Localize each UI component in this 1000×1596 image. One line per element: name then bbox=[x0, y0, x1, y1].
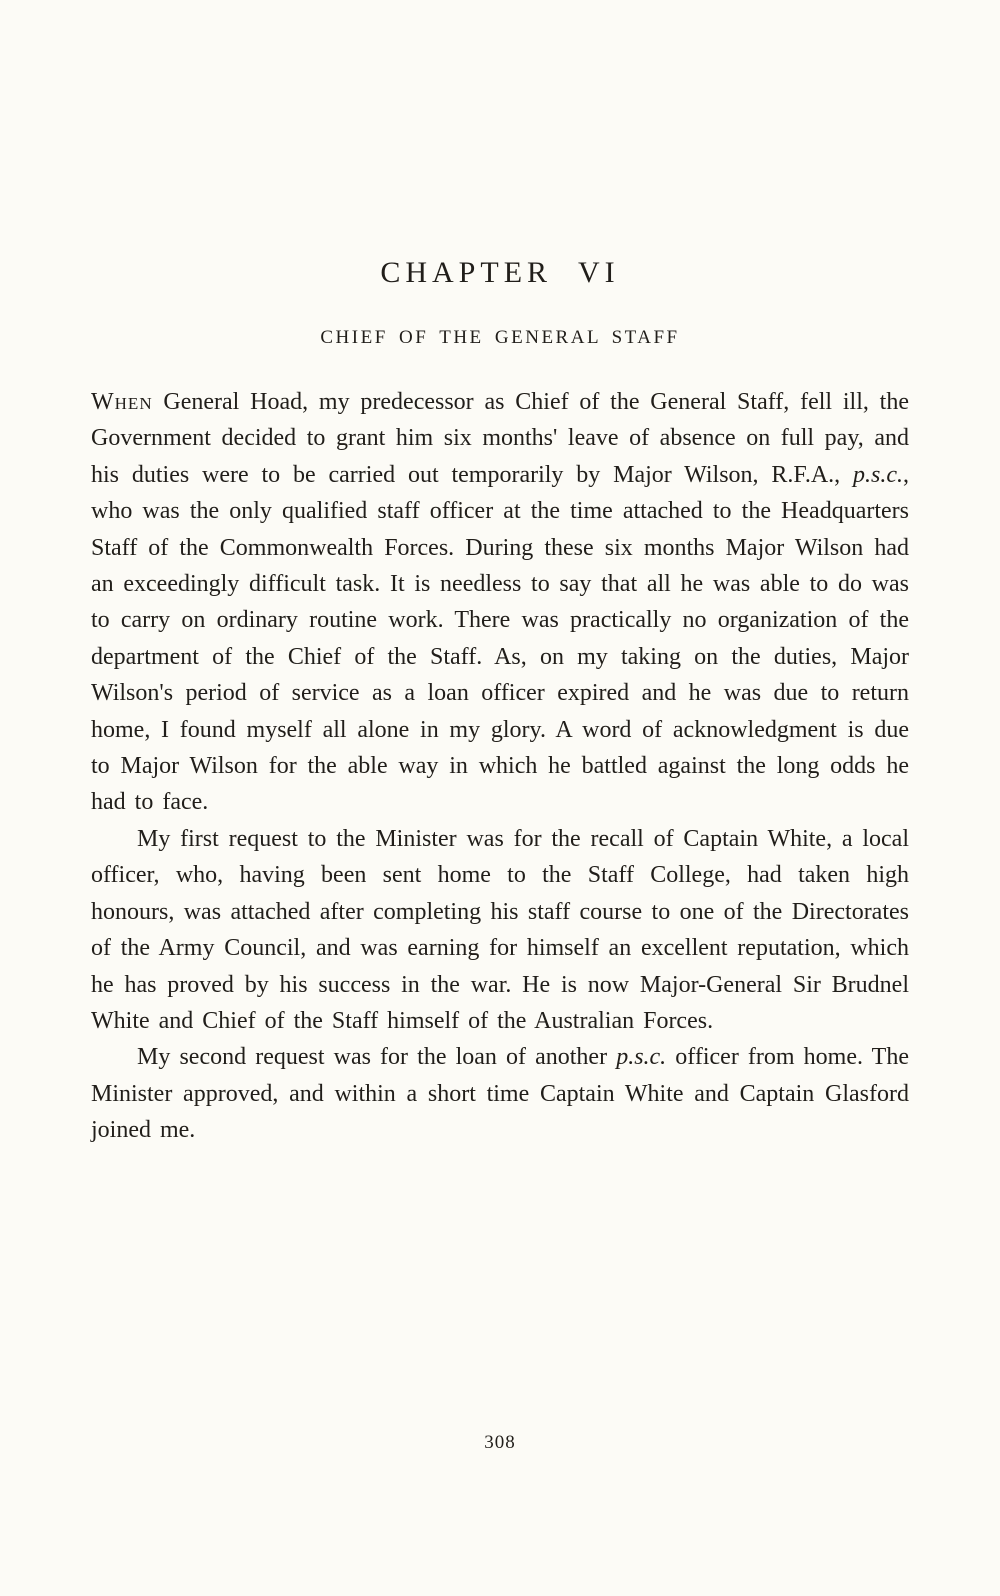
text-segment: When bbox=[91, 389, 153, 415]
paragraph bbox=[91, 1039, 909, 1148]
paragraph bbox=[91, 821, 909, 1039]
text-segment: My second request was for the loan of another bbox=[137, 1044, 617, 1071]
text-segment: p.s.c. bbox=[853, 461, 903, 488]
text-segment: General Hoad, my predecessor as Chief of the General Staff, fell ill, the Government decided to grant him six months' leave of absence on full pay, and his duties were to be carried out temporarily by Major Wilson, R.F.A., bbox=[91, 389, 909, 488]
text-segment: , who was the only qualified staff officer at the time attached to the Headquarters Staff of the Commonwealth Forces. During these six months Major Wilson had an exceedingly difficult task. It is needless to say that all he was able to do was to carry on ordinary routine work. There was practically no organization of the department of the Chief of the Staff. As, on my taking on the duties, Major Wilson's period of service as a loan officer expired and he was due to return home, I found myself all alone in my glory. A word of acknowledgment is due to Major Wilson for the able way in which he battled against the long odds he had to face. bbox=[91, 461, 909, 816]
paragraph bbox=[91, 384, 909, 821]
text-segment: p.s.c. bbox=[616, 1044, 667, 1071]
chapter-subtitle: CHIEF OF THE GENERAL STAFF bbox=[320, 327, 680, 348]
chapter-title: CHAPTER VI bbox=[380, 256, 620, 289]
text-segment: My first request to the Minister was for the recall of Captain White, a local officer, who, having been sent home to the Staff College, had taken high honours, was attached after completing his staff course to one of the Directorates of the Army Council, and was earning for himself an excellent reputation, which he has proved by his success in the war. He is now Major-General Sir Brudnel White and Chief of the Staff himself of the Australian Forces. bbox=[91, 825, 909, 1034]
body-text bbox=[91, 384, 909, 1149]
text-segment: officer from home. The Minister approved, and within a short time Captain White and Captain Glasford joined me. bbox=[91, 1044, 909, 1144]
page-number: 308 bbox=[484, 1432, 516, 1453]
